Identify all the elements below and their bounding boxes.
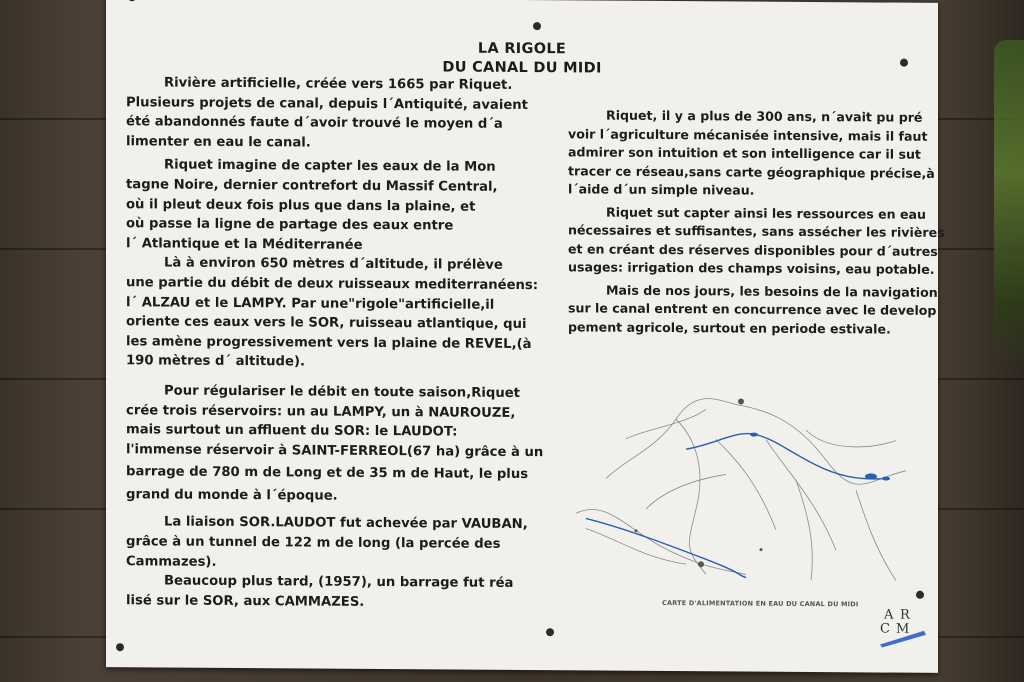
text-line: barrage de 780 m de Long et de 35 m de Haut, le plus [126, 464, 529, 483]
svg-text:C: C [880, 621, 890, 637]
map-rivers [576, 398, 906, 581]
screw [128, 0, 136, 1]
screw [916, 591, 924, 599]
text-line: l´ Atlantique et la Méditerranée [126, 235, 363, 253]
sign-title-line1: LA RIGOLE [477, 40, 567, 58]
text-line: Pour régulariser le débit en toute saison,Riquet [164, 383, 520, 401]
screw [533, 22, 541, 30]
text-line: crée trois réservoirs: un au LAMPY, un à NAUROUZE, [126, 402, 516, 421]
text-line: usages: irrigation des champs voisins, eau potable. [568, 259, 935, 277]
text-line: et en créant des réserves disponibles pour d´autres [568, 240, 938, 259]
text-line: tracer ce réseau,sans carte géographique précise,à [568, 162, 935, 181]
text-line: lisé sur le SOR, aux CAMMAZES. [126, 593, 365, 610]
text-line: Mais de nos jours, les besoins de la navigation [606, 282, 938, 300]
text-line: Cammazes). [126, 553, 217, 570]
map-caption: CARTE D'ALIMENTATION EN EAU DU CANAL DU MIDI [662, 598, 859, 609]
text-line: pement agricole, surtout en periode estivale. [568, 318, 891, 337]
text-line: une partie du débit de deux ruisseaux mediterranéens: [126, 275, 539, 294]
text-line: Plusieurs projets de canal, depuis l´Antiquité, avaient [126, 94, 528, 113]
text-line: les amène progressivement vers la plaine de REVEL,(à [126, 333, 532, 352]
arcm-logo [876, 600, 931, 648]
text-line: nécessaires et suffisantes, sans assécher les rivières [568, 222, 945, 240]
text-line: où passe la ligne de partage des eaux entre [126, 216, 454, 234]
text-line: grand du monde à l´époque. [126, 487, 338, 504]
svg-text:R: R [900, 607, 910, 623]
text-line: sur le canal entrent en concurrence avec le develop [568, 300, 937, 318]
text-line: Riquet, il y a plus de 300 ans, n´avait pu pré [606, 107, 923, 125]
text-line: voir l´agriculture mécanisée intensive, mais il faut [568, 125, 928, 144]
text-line: Rivière artificielle, créée vers 1665 par Riquet. [164, 75, 513, 93]
sign-title-line2: DU CANAL DU MIDI [442, 59, 602, 77]
screw [546, 628, 554, 636]
information-sign [106, 0, 945, 673]
text-line: La liaison SOR.LAUDOT fut achevée par VAUBAN, [164, 514, 528, 533]
text-line: Riquet sut capter ainsi les ressources en eau [606, 204, 927, 222]
text-line: où il pleut deux fois plus que dans la plaine, et [126, 196, 476, 215]
water-supply-map [566, 378, 916, 590]
svg-text:A: A [884, 607, 894, 623]
left-text-column [126, 73, 544, 617]
text-line: Beaucoup plus tard, (1957), un barrage fut réa [164, 573, 514, 592]
text-line: 190 mètres d´ altitude). [126, 353, 305, 370]
text-line: oriente ces eaux vers le SOR, ruisseau atlantique, qui [126, 314, 527, 333]
text-line: l'immense réservoir à SAINT-FERREOL(67 ha) grâce à un [126, 441, 544, 460]
text-line: été abandonnés faute d´avoir trouvé le moyen d´a [126, 114, 503, 133]
text-line: admirer son intuition et son intelligence car il sut [568, 144, 921, 162]
text-line: mais surtout un affluent du SOR: le LAUDOT: [126, 422, 458, 440]
text-line: tagne Noire, dernier contrefort du Massif Central, [126, 177, 498, 195]
foliage [994, 40, 1024, 370]
text-line: limenter en eau le canal. [126, 134, 311, 151]
map-canal [586, 432, 886, 578]
text-line: grâce à un tunnel de 122 m de long (la percée des [126, 534, 501, 552]
screw [116, 643, 124, 651]
right-text-column [568, 106, 945, 343]
text-line: Là à environ 650 mètres d´altitude, il prélève [164, 255, 503, 274]
text-line: Riquet imagine de capter les eaux de la Mon [164, 157, 496, 176]
text-line: l´aide d´un simple niveau. [568, 181, 755, 198]
svg-text:M: M [896, 621, 910, 637]
text-line: l´ ALZAU et le LAMPY. Par une"rigole"artificielle,il [126, 294, 495, 313]
